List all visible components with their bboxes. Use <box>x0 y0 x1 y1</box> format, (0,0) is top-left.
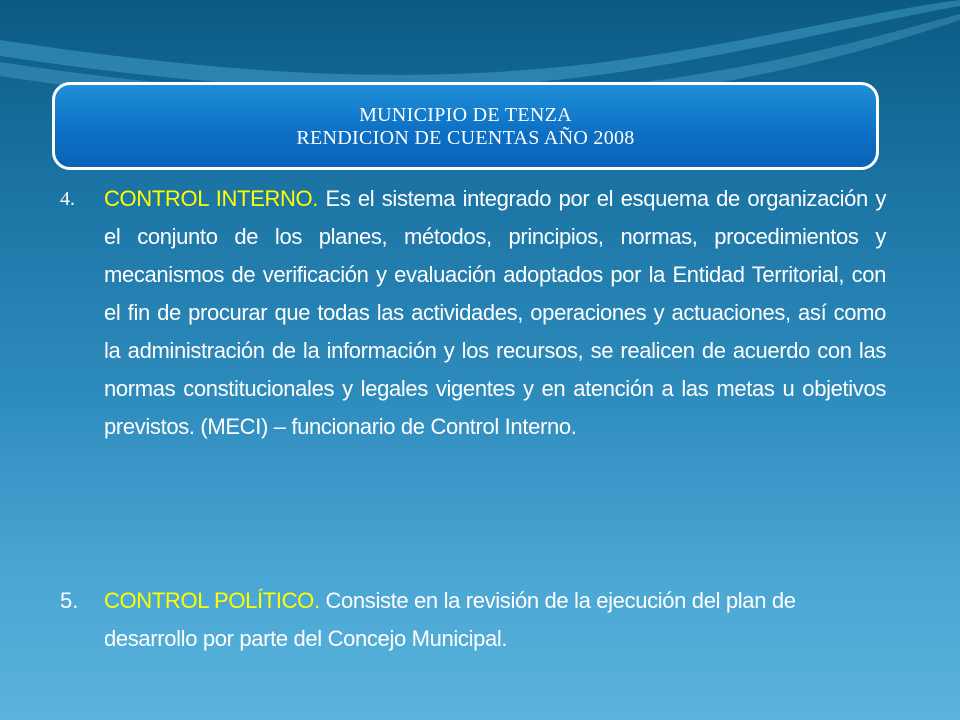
title-line-rendicion: RENDICION DE CUENTAS AÑO 2008 <box>296 127 635 149</box>
item-number: 4. <box>60 188 75 210</box>
item-body <box>104 180 886 446</box>
item-text: Consiste en la revisión de la ejecución del plan de desarrollo por parte del Concejo Municipal. <box>104 588 796 651</box>
item-number: 5. <box>60 588 79 613</box>
list-item-control-politico <box>60 582 886 658</box>
item-text: Es el sistema integrado por el esquema de organización y el conjunto de los planes, métodos, principios, normas, procedimientos y mecanismos de verificación y evaluación adoptados por la Entidad Territorial, con el fin de procurar que todas las actividades, operaciones y actuaciones, así como la administración de la información y los recursos, se realicen de acuerdo con las normas constitucionales y legales vigentes y en atención a las metas u objetivos previstos. (MECI) – funcionario de Control Interno. <box>104 186 887 439</box>
item-body <box>104 582 886 658</box>
item-heading: CONTROL POLÍTICO. <box>104 588 320 613</box>
list-item-control-interno <box>60 180 886 446</box>
title-banner <box>52 82 879 170</box>
item-heading: CONTROL INTERNO. <box>104 186 319 211</box>
title-line-municipio: MUNICIPIO DE TENZA <box>359 104 572 126</box>
